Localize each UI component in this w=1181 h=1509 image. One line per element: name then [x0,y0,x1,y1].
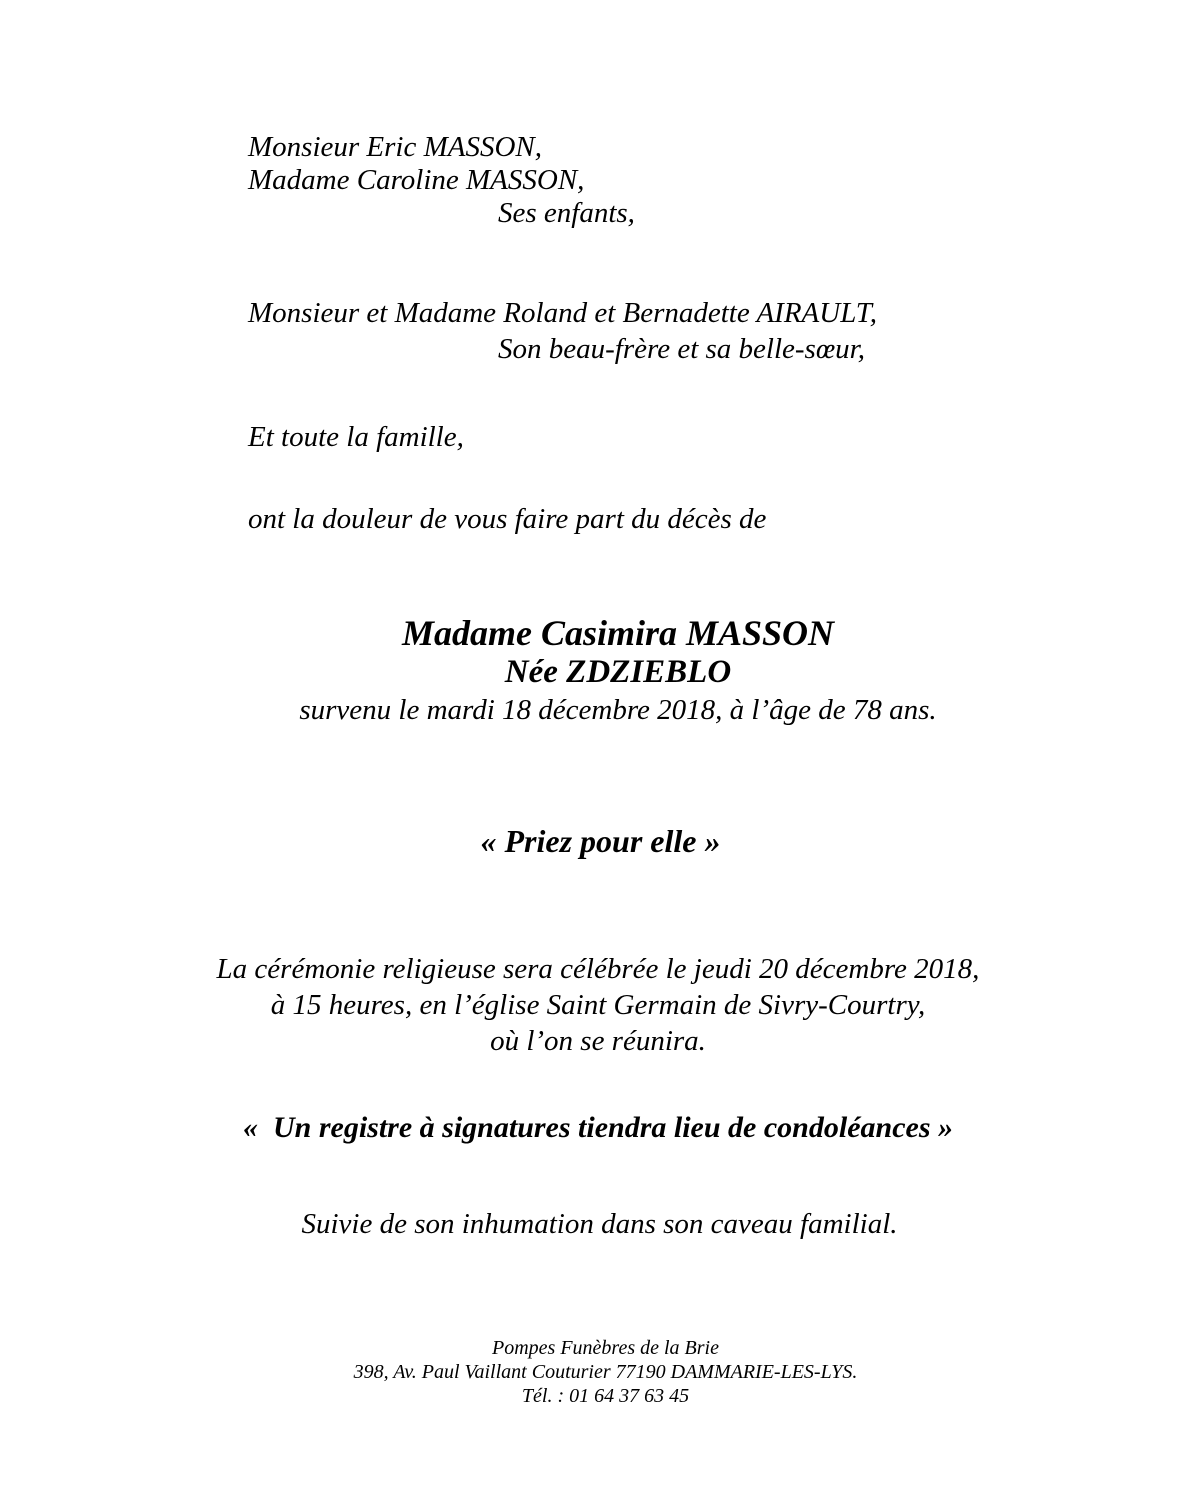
funeral-home-address: 398, Av. Paul Vaillant Couturier 77190 DAMMARIE-LES-LYS. [353,1361,858,1383]
family-member-line: Monsieur Eric MASSON, [248,131,542,163]
children-block [248,131,635,230]
intro-block [248,503,766,536]
inlaws-block [248,295,877,367]
ceremony-line: où l’on se réunira. [490,1025,706,1057]
family-member-line: Madame Caroline MASSON, [248,164,585,196]
burial-line: Suivie de son inhumation dans son caveau familial. [301,1208,898,1240]
ceremony-line: La cérémonie religieuse sera célébrée le jeudi 20 décembre 2018, [216,953,980,985]
intro-line: ont la douleur de vous faire part du décès de [248,503,767,535]
family-block [248,421,464,454]
deceased-block [55,613,1181,728]
deceased-maiden-name: Née ZDZIEBLO [504,654,732,690]
funeral-home-phone: Tél. : 01 64 37 63 45 [521,1385,690,1407]
deceased-name: Madame Casimira MASSON [401,613,835,653]
register-block [15,1111,1181,1145]
family-line: Et toute la famille, [248,421,464,453]
ceremony-block [15,951,1181,1059]
ceremony-line: à 15 heures, en l’église Saint Germain de Sivry-Courtry, [270,989,926,1021]
funeral-home-name: Pompes Funèbres de la Brie [492,1337,719,1359]
prayer-line: « Priez pour elle » [480,823,721,859]
prayer-block [20,823,1181,859]
relation-line: Ses enfants, [498,197,635,229]
register-notice-line: « Un registre à signatures tiendra lieu de condoléances » [242,1111,954,1144]
family-member-line: Monsieur et Madame Roland et Bernadette AIRAULT, [248,297,877,329]
funeral-home-block [30,1336,1181,1408]
death-details-line: survenu le mardi 18 décembre 2018, à l’âge de 78 ans. [299,694,937,726]
relation-line: Son beau-frère et sa belle-sœur, [498,333,866,365]
burial-block [18,1207,1181,1241]
